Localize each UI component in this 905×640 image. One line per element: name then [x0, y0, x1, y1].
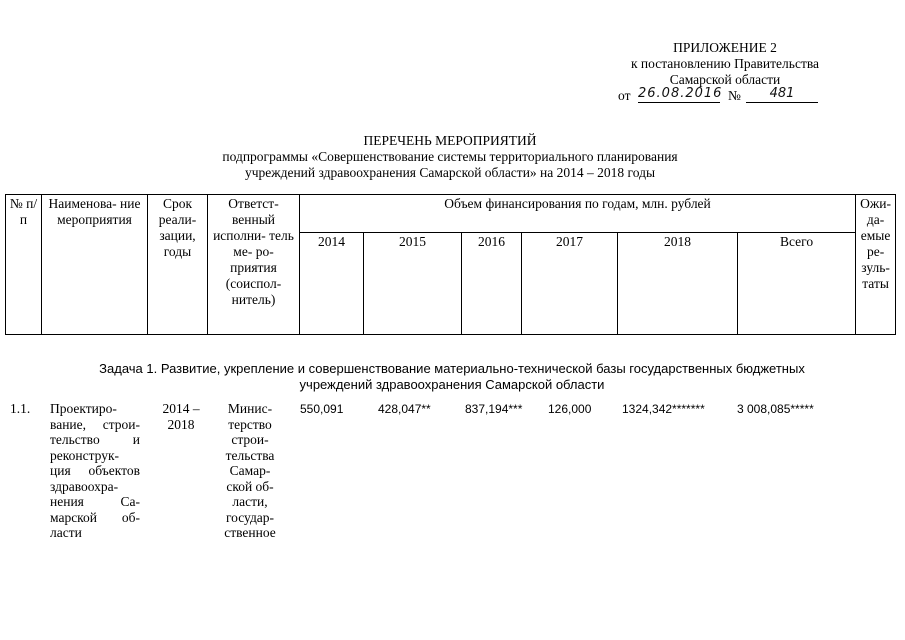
from-label: от	[618, 88, 631, 103]
row-1-1-value-2017: 126,000	[548, 402, 592, 416]
header-num: № п/п	[6, 195, 42, 335]
header-name: Наименова- ние мероприятия	[42, 195, 148, 335]
document-subtitle-1: подпрограммы «Совершенствование системы территориального планирования	[222, 149, 678, 164]
header-results: Ожи- да- емые ре- зуль- таты	[856, 195, 896, 335]
task-1-heading	[12, 361, 892, 393]
row-1-1-value-2015: 428,047**	[378, 402, 431, 416]
appendix-date-row	[560, 88, 890, 106]
handwritten-date: 26.08.2016	[638, 86, 723, 101]
document-subtitle-2: учреждений здравоохранения Самарской области» на 2014 – 2018 годы	[244, 165, 656, 180]
row-1-1-value-2014: 550,091	[300, 402, 344, 416]
appendix-line1: к постановлению Правительства	[630, 56, 820, 71]
header-funding: Объем финансирования по годам, млн. рублей	[300, 195, 856, 233]
row-1-1-responsible: Минис- терство строи- тельства Самар- ской об- ласти, государ- ственное	[224, 401, 276, 540]
row-1-1-num: 1.1.	[10, 401, 31, 416]
document-title-block	[80, 133, 820, 181]
appendix-title: ПРИЛОЖЕНИЕ 2	[673, 40, 777, 55]
row-1-1-value-2018: 1324,342*******	[622, 402, 705, 416]
header-responsible: Ответст- венный исполни- тель ме- ро- приятия (соиспол- нитель)	[208, 195, 300, 335]
task-1-line-2: учреждений здравоохранения Самарской области	[299, 377, 605, 392]
header-year-2017: 2017	[522, 233, 618, 335]
appendix-block	[560, 40, 890, 106]
header-year-2015: 2015	[364, 233, 462, 335]
header-year-2018: 2018	[618, 233, 738, 335]
document-title: ПЕРЕЧЕНЬ МЕРОПРИЯТИЙ	[363, 133, 537, 148]
header-year-2016: 2016	[462, 233, 522, 335]
number-label: №	[728, 88, 741, 103]
handwritten-number: 481	[746, 86, 818, 103]
header-term: Срок реали- зации, годы	[148, 195, 208, 335]
row-1-1-name: Проектиро- вание, строи- тельство и реконструк- ция объектов здравоохра- нения Са- марской об- ласти	[50, 401, 140, 540]
row-1-1-value-2016: 837,194***	[465, 402, 523, 416]
row-1-1-term: 2014 – 2018	[162, 401, 200, 432]
task-1-line-1: Задача 1. Развитие, укрепление и совершенствование материально-технической базы государственных бюджетных	[99, 361, 805, 376]
row-1-1-value-total: 3 008,085*****	[737, 402, 814, 416]
header-total: Всего	[738, 233, 856, 335]
measures-table-header	[5, 194, 896, 335]
header-year-2014: 2014	[300, 233, 364, 335]
appendix-line2: Самарской области	[669, 72, 781, 87]
